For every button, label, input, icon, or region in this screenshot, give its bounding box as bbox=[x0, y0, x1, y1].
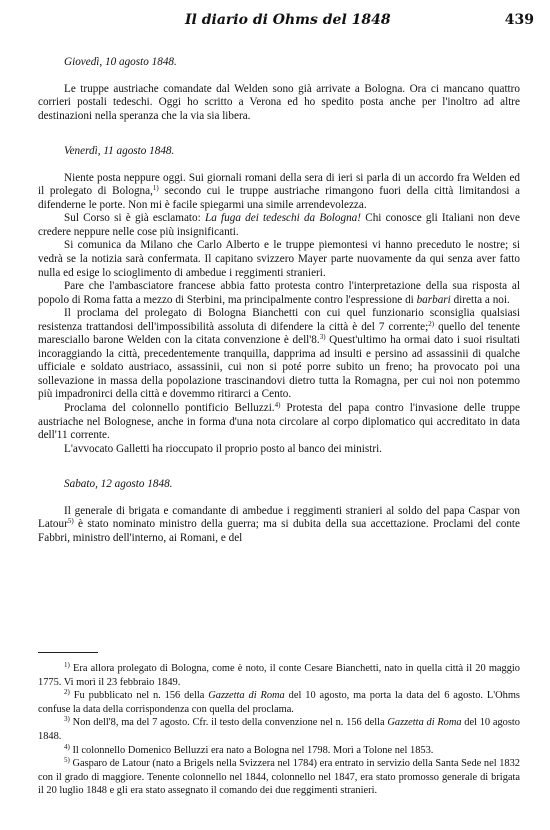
footnote-ref: 3) bbox=[319, 333, 326, 342]
running-header bbox=[0, 10, 550, 34]
footnote-ref: 4) bbox=[274, 401, 281, 410]
paragraph: Si comunica da Milano che Carlo Alberto e le truppe piemontesi vi hanno preceduto le nostre; si vedrà se la notizia sarà confermata. Il capitano svizzero Mayer parte nuovamente da qui senza aver fatto nulla ed esige lo scioglimento di ambedue i reggimenti stranieri. bbox=[38, 239, 520, 279]
footnote-mark: 2) bbox=[64, 688, 70, 697]
paragraph: Le truppe austriache comandate dal Welden sono già arrivate a Bologna. Ora ci mancano quattro corrieri postali tedeschi. Oggi ho scritto a Verona ed ho spedito posta anche per l'inoltro ad altre destinazioni nella speranza che la via sia libera. bbox=[38, 82, 520, 122]
paragraph: Niente posta neppure oggi. Sui giornali romani della sera di ieri si parla di un accordo fra Welden ed il prolegato di Bologna,$^{1)}$ secondo cui le truppe austriache rimangono fuori della città limitandosi a difenderne le porte. Non mi è facile spiegarmi una simile arrendevolezza. bbox=[38, 171, 521, 211]
footnote: $^{3)}$ Non dell'8, ma del 7 agosto. Cfr. il testo della convenzione nel n. 156 della Gazzetta di Roma del 10 agosto 1848. bbox=[38, 715, 520, 742]
footnote: $^{5)}$ Gasparo de Latour (nato a Brigels nella Svizzera nel 1784) era entrato in servizio della Santa Sede nel 1832 con il grado di maggiore. Tenente colonnello nel 1844, colonnello nel 1847, era stato promosso generale di brigata il 20 luglio 1848 e gli era stato assegnato il comando dei due reggimenti stranieri. bbox=[38, 756, 520, 797]
footnote-rule bbox=[38, 652, 98, 653]
footnote-ref: 5) bbox=[67, 517, 74, 526]
running-title: Il diario di Ohms del 1848 bbox=[185, 12, 391, 28]
footnote-ref: 2) bbox=[428, 319, 435, 328]
paragraph: Proclama del colonnello pontificio Belluzzi.$^{4)}$ Protesta del papa contro l'invasione delle truppe austriache nel Bolognese, anche in forma d'una nota circolare al corpo diplomatico qui accreditato in data dell'11 corrente. bbox=[38, 401, 520, 442]
entry-date: Sabato, 12 agosto 1848. bbox=[64, 478, 173, 491]
paragraph: Sul Corso si è già esclamato: La fuga dei tedeschi da Bologna! Chi conosce gli Italiani non deve credere neppure nelle cose più insignificanti. bbox=[38, 212, 520, 238]
footnote: $^{2)}$ Fu pubblicato nel n. 156 della Gazzetta di Roma del 10 agosto, ma porta la data del 6 agosto. L'Ohms confuse la data della corrispondenza con quella del proclama. bbox=[38, 688, 520, 715]
footnote: $^{1)}$ Era allora prolegato di Bologna, come è noto, il conte Cesare Bianchetti, nato in quella città il 20 maggio 1775. Vi morì il 23 febbraio 1849. bbox=[38, 661, 520, 688]
entry-date: Giovedì, 10 agosto 1848. bbox=[64, 56, 177, 68]
footnote-ref: 1) bbox=[152, 184, 159, 193]
paragraph: L'avvocato Galletti ha rioccupato il proprio posto al banco dei ministri. bbox=[64, 442, 382, 455]
paragraph: Pare che l'ambasciatore francese abbia fatto protesta contro l'interpretazione della sua risposta al popolo di Roma fatta a mezzo di Sterbini, ma principalmente contro l'espressione di barbari diretta a noi. bbox=[38, 280, 520, 306]
diary-body bbox=[38, 52, 520, 545]
footnote-mark: 1) bbox=[64, 661, 70, 669]
footnote: $^{4)}$ Il colonnello Domenico Belluzzi era nato a Bologna nel 1798. Morì a Tolone nel 1853. bbox=[64, 742, 434, 756]
footnote-mark: 5) bbox=[64, 756, 70, 765]
footnotes bbox=[38, 652, 520, 798]
paragraph: Il proclama del prolegato di Bologna Bianchetti con cui quel funzionario sconsiglia qualsiasi resistenza trattandosi dell'impossibilità assoluta di difendere la città è del 7 corrente;$^{2)}$ quello del tenente maresciallo barone Welden con la citata convenzione è dell'8.$^{3)}$ Quest'ultimo ha ormai dato i suoi risultati incoraggiando la città, precedentemente tranquilla, dapprima ad insulti e persino ad assassinii di qualche ufficiale e soldato austriaco, assassinii, cui non si poté porre subito un freno; ha provocato poi una sollevazione in massa della popolazione trascinandovi dietro tutta la Romagna, per cui noi non potemmo più impadronirci della città e dovemmo ritirarci a Cento. bbox=[38, 307, 520, 401]
footnote-mark: 3) bbox=[64, 715, 70, 724]
footnote-mark: 4) bbox=[64, 742, 70, 751]
page-number: 439 bbox=[504, 12, 534, 28]
paragraph: Il generale di brigata e comandante di ambedue i reggimenti stranieri al soldo del papa Caspar von Latour$^{5)}$ è stato nominato ministro della guerra; ma si dubita della sua accettazione. Proclami del conte Fabbri, ministro dell'interno, ai Romani, e del bbox=[38, 504, 520, 544]
entry-date: Venerdì, 11 agosto 1848. bbox=[64, 145, 175, 158]
